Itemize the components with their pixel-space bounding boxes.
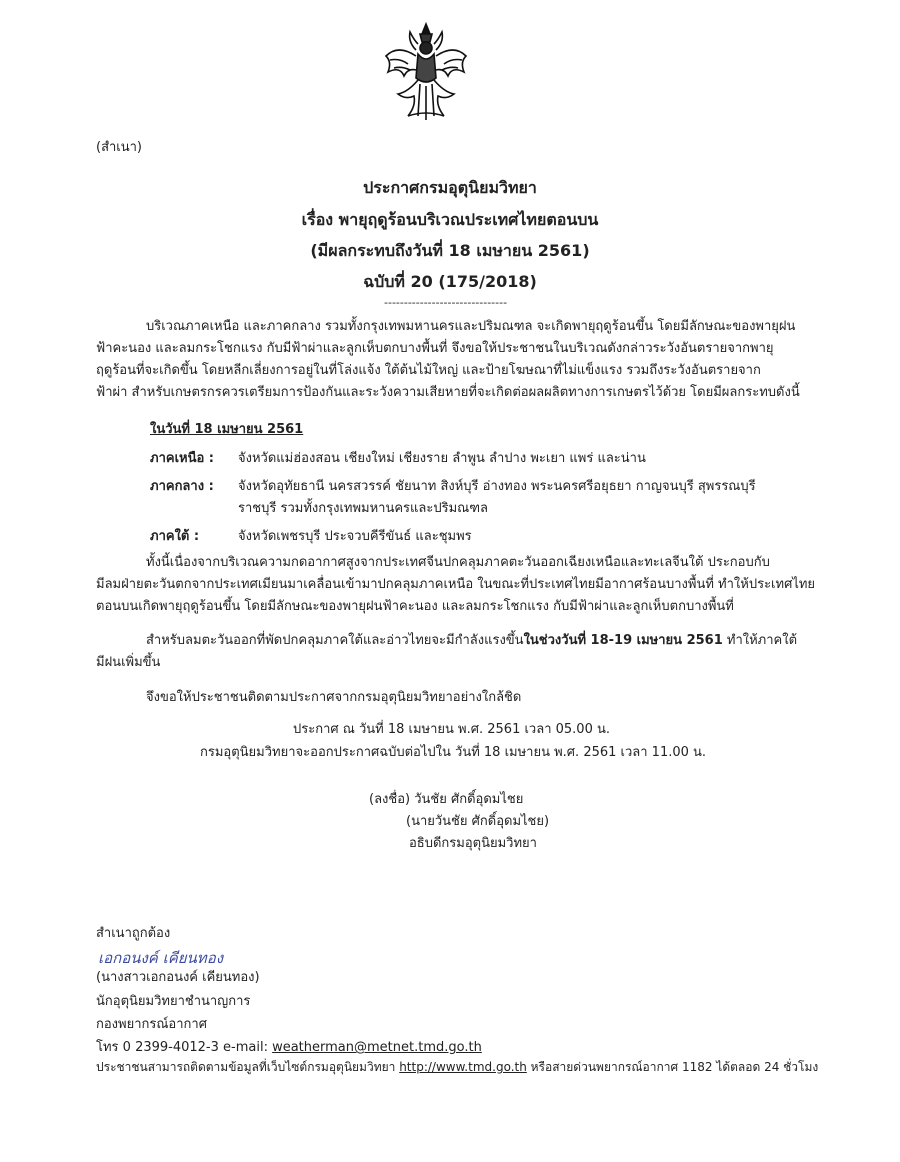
cause-line: ทั้งนี้เนื่องจากบริเวณความกดอากาศสูงจากประเทศจีนปกคลุมภาคตะวันออกเฉียงเหนือและทะเลจีนใต้ ประกอบกับ: [146, 555, 770, 570]
region-south: [150, 526, 810, 548]
cause-line: ตอนบนเกิดพายุฤดูร้อนขึ้น โดยมีลักษณะของพายุฝนฟ้าคะนอง และลมกระโชกแรง กับมีฟ้าผ่าและลูกเห็บตกบางพื้นที่: [96, 599, 734, 614]
region-provinces: จังหวัดเพชรบุรี ประจวบคีรีขันธ์ และชุมพร: [238, 529, 472, 544]
handwritten-signature: เอกอนงค์ เคียนทอง: [98, 949, 224, 967]
website-link[interactable]: http://www.tmd.go.th: [399, 1060, 527, 1074]
intro-line: บริเวณภาคเหนือ และภาคกลาง รวมทั้งกรุงเทพมหานครและปริมณฑล จะเกิดพายุฤดูร้อนขึ้น โดยมีลักษณะของพายุฝน: [146, 319, 796, 334]
south-line: มีฝนเพิ่มขึ้น: [96, 655, 161, 670]
south-text-end: ทำให้ภาคใต้: [722, 633, 798, 648]
region-label: ภาคกลาง :: [150, 479, 214, 494]
announcement-subject: เรื่อง พายุฤดูร้อนบริเวณประเทศไทยตอนบน: [301, 210, 599, 229]
certified-label: สำเนาถูกต้อง: [96, 926, 171, 941]
title-divider: -------------------------------: [384, 296, 508, 309]
footer-hotline-text: หรือสายด่วนพยากรณ์อากาศ 1182 ได้ตลอด 24 ชั่วโมง: [526, 1060, 819, 1074]
intro-line: ฤดูร้อนที่จะเกิดขึ้น โดยหลีกเลี่ยงการอยู่ในที่โล่งแจ้ง ใต้ต้นไม้ใหญ่ และป้ายโฆษณาที่ไม่แข็งแรง รวมถึงระวังอันตรายจาก: [96, 363, 761, 378]
announce-datetime: ประกาศ ณ วันที่ 18 เมษายน พ.ศ. 2561 เวลา 05.00 น.: [293, 722, 610, 737]
certifier-name: (นางสาวเอกอนงค์ เคียนทอง): [96, 970, 260, 985]
copy-label: (สำเนา): [96, 140, 143, 155]
next-announcement: กรมอุตุนิยมวิทยาจะออกประกาศฉบับต่อไปใน วันที่ 18 เมษายน พ.ศ. 2561 เวลา 11.00 น.: [200, 745, 707, 760]
south-paragraph: [96, 630, 808, 674]
signatory-position: อธิบดีกรมอุตุนิยมวิทยา: [409, 836, 537, 851]
follow-notice: จึงขอให้ประชาชนติดตามประกาศจากกรมอุตุนิยมวิทยาอย่างใกล้ชิด: [146, 690, 522, 705]
cause-line: มีลมฝ่ายตะวันตกจากประเทศเมียนมาเคลื่อนเข้ามาปกคลุมภาคเหนือ ในขณะที่ประเทศไทยมีอากาศร้อนบางพื้นที่ ทำให้ประเทศไทย: [96, 577, 816, 592]
certifier-division: กองพยากรณ์อากาศ: [96, 1017, 207, 1032]
region-provinces: จังหวัดแม่ฮ่องสอน เชียงใหม่ เชียงราย ลำพูน ลำปาง พะเยา แพร่ และน่าน: [238, 451, 646, 466]
footer-line: [96, 1058, 818, 1077]
date-heading: ในวันที่ 18 เมษายน 2561: [150, 422, 304, 437]
region-label: ภาคใต้ :: [150, 529, 200, 544]
south-period: ในช่วงวันที่ 18-19 เมษายน 2561: [523, 633, 723, 648]
region-north: [150, 448, 810, 470]
phone-text: โทร 0 2399-4012-3 e-mail:: [96, 1040, 273, 1055]
signatory-name: (นายวันชัย ศักดิ์อุดมไชย): [406, 814, 550, 829]
footer-text: ประชาชนสามารถติดตามข้อมูลที่เว็บไซต์กรมอุตุนิยมวิทยา: [96, 1060, 400, 1074]
certifier-position: นักอุตุนิยมวิทยาชำนาญการ: [96, 994, 251, 1009]
region-central: [150, 476, 810, 520]
signature-line: (ลงชื่อ) วันชัย ศักดิ์อุดมไชย: [369, 792, 524, 807]
south-line: [96, 630, 808, 652]
intro-line: ฟ้าผ่า สำหรับเกษตรกรควรเตรียมการป้องกันและระวังความเสียหายที่จะเกิดต่อผลผลิตทางการเกษตรไว้ด้วย โดยมีผลกระทบดังนี้: [96, 385, 800, 400]
contact-line: [96, 1036, 482, 1057]
region-label: ภาคเหนือ :: [150, 451, 214, 466]
cause-paragraph: [96, 552, 816, 618]
announcement-effect-date: (มีผลกระทบถึงวันที่ 18 เมษายน 2561): [310, 241, 590, 260]
region-provinces: ราชบุรี รวมทั้งกรุงเทพมหานครและปริมณฑล: [238, 501, 488, 516]
garuda-emblem: [378, 20, 474, 124]
intro-line: ฟ้าคะนอง และลมกระโชกแรง กับมีฟ้าผ่าและลูกเห็บตกบางพื้นที่ จึงขอให้ประชาชนในบริเวณดังกล่าวระวังอันตรายจากพายุ: [96, 341, 774, 356]
south-text: สำหรับลมตะวันออกที่พัดปกคลุมภาคใต้และอ่าวไทยจะมีกำลังแรงขึ้น: [146, 633, 524, 648]
email-link[interactable]: weatherman@metnet.tmd.go.th: [272, 1040, 482, 1055]
region-provinces: จังหวัดอุทัยธานี นครสวรรค์ ชัยนาท สิงห์บุรี อ่างทอง พระนครศรีอยุธยา กาญจนบุรี สุพรรณบุรี: [238, 479, 756, 494]
announcement-issue-number: ฉบับที่ 20 (175/2018): [363, 272, 537, 291]
announcement-title: ประกาศกรมอุตุนิยมวิทยา: [363, 178, 537, 197]
intro-paragraph: [96, 316, 808, 404]
